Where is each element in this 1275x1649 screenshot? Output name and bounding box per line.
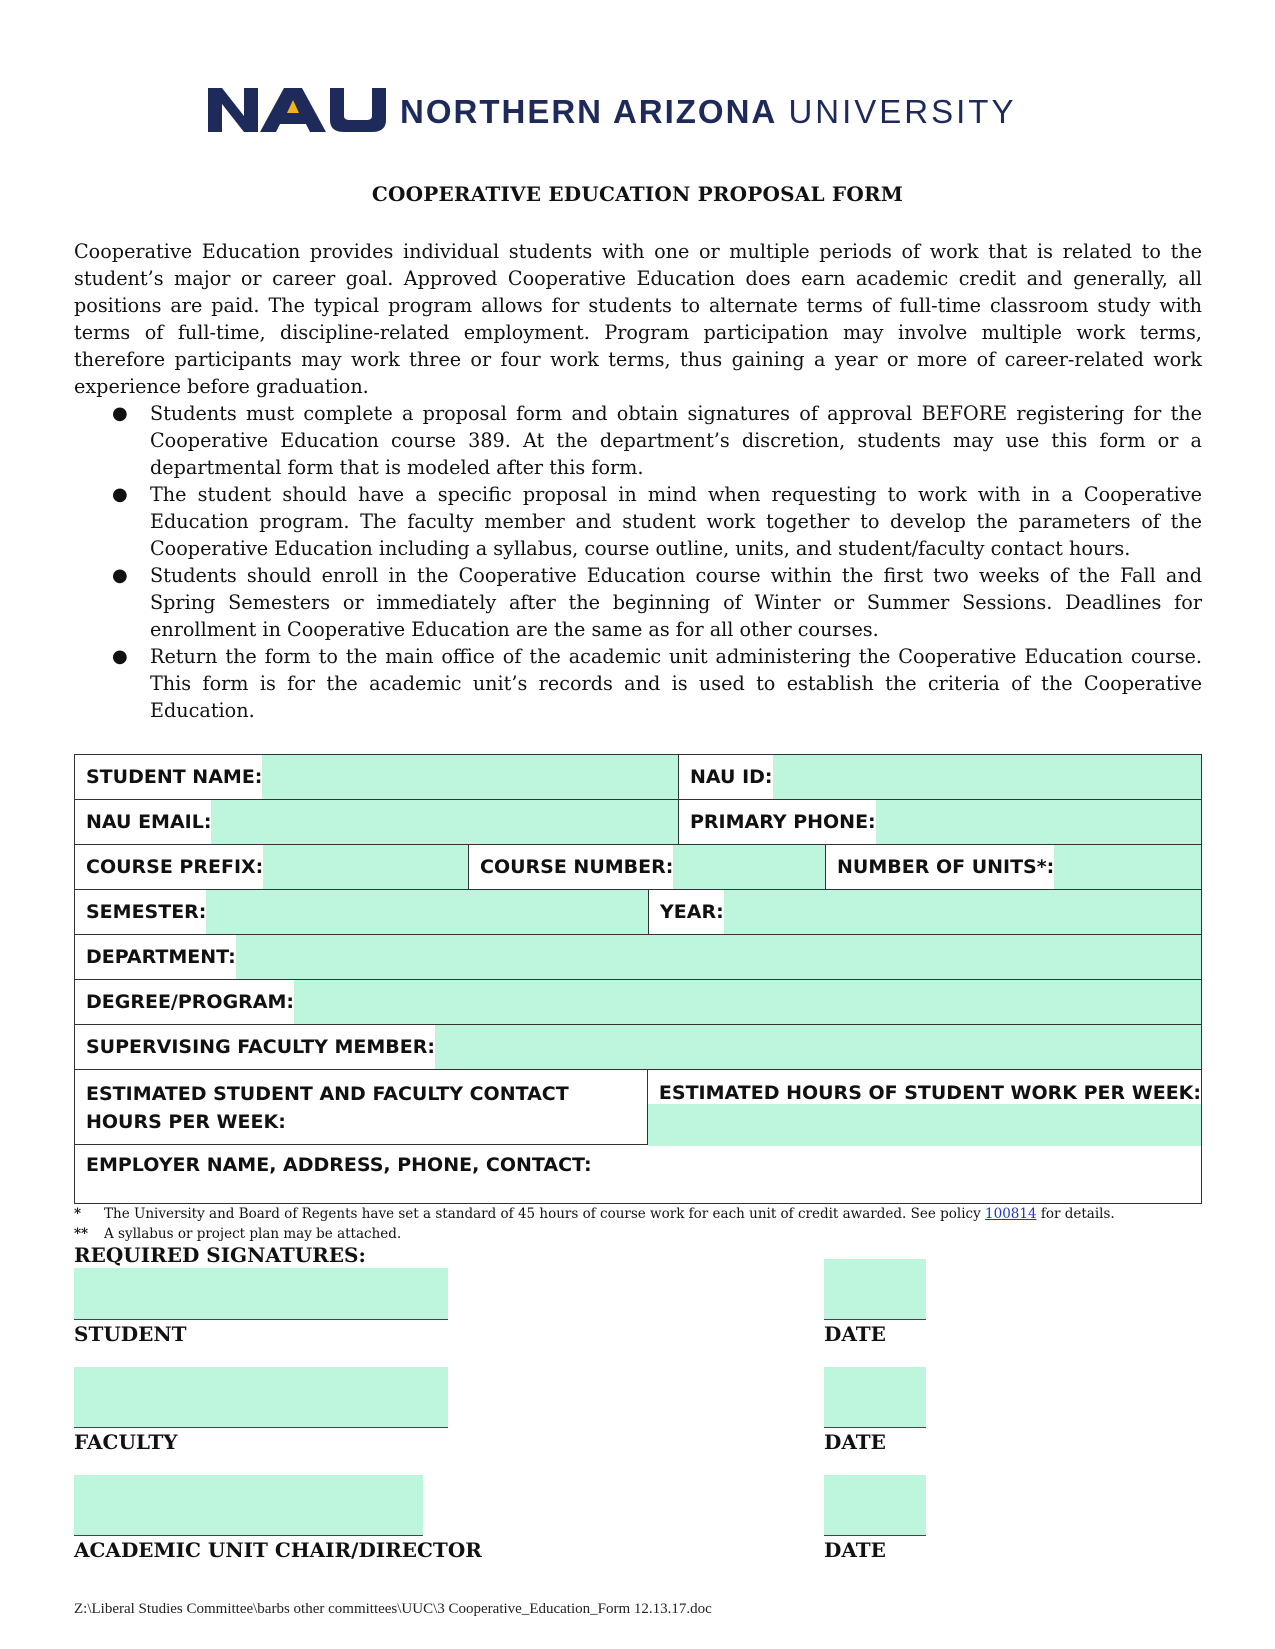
work-hours-label: ESTIMATED HOURS OF STUDENT WORK PER WEEK: (658, 1082, 1201, 1104)
number-of-units-cell (826, 845, 1201, 889)
logo-wordmark (400, 90, 1016, 134)
supervising-faculty-cell (75, 1025, 1201, 1069)
number-of-units-label: NUMBER OF UNITS*: (837, 856, 1055, 878)
course-number-cell (469, 845, 826, 889)
bullet-icon: ● (112, 484, 128, 505)
degree-program-label: DEGREE/PROGRAM: (86, 991, 295, 1013)
intro-section (74, 238, 1202, 724)
faculty-date-field[interactable] (824, 1367, 926, 1428)
bullet-icon: ● (112, 403, 128, 424)
list-item (112, 562, 1202, 643)
student-date-label: DATE (824, 1322, 886, 1346)
student-signature-field[interactable] (74, 1268, 448, 1320)
bullet-text: Return the form to the main office of the academic unit administering the Cooperative Education course. This form is for the academic unit’s records and is used to establish the criteria of the Cooperative Education. (150, 645, 1202, 722)
employer-label: EMPLOYER NAME, ADDRESS, PHONE, CONTACT: (86, 1154, 592, 1176)
footnote-2-mark: ** (74, 1226, 89, 1242)
form-row-course (75, 845, 1201, 890)
footnote-2 (74, 1224, 1234, 1244)
contact-hours-label: ESTIMATED STUDENT AND FACULTY CONTACT HOURS PER WEEK: (86, 1083, 569, 1133)
footnote-1 (74, 1204, 1234, 1224)
semester-label: SEMESTER: (86, 901, 207, 923)
form-row-department (75, 935, 1201, 980)
bullet-text: Students must complete a proposal form and obtain signatures of approval BEFORE registering for the Cooperative Education course 389. At the department’s discretion, students may use this form or a departmental form that is modeled after this form. (150, 402, 1202, 479)
signatures-heading: REQUIRED SIGNATURES: (74, 1243, 366, 1267)
list-item (112, 643, 1202, 724)
supervising-faculty-label: SUPERVISING FACULTY MEMBER: (86, 1036, 435, 1058)
chair-date-label: DATE (824, 1538, 886, 1562)
policy-link[interactable]: 100814 (985, 1206, 1037, 1222)
list-item (112, 481, 1202, 562)
course-number-field[interactable] (673, 845, 825, 889)
faculty-date-label: DATE (824, 1430, 886, 1454)
chair-signature-label: ACADEMIC UNIT CHAIR/DIRECTOR (74, 1538, 482, 1562)
student-date-field[interactable] (824, 1259, 926, 1320)
number-of-units-field[interactable] (1054, 845, 1201, 889)
bullet-icon: ● (112, 646, 128, 667)
bullet-text: The student should have a specific proposal in mind when requesting to work with in a Cooperative Education program. The faculty member and student work together to develop the parameters of the Cooperative Education including a syllabus, course outline, units, and student/faculty contact hours. (150, 483, 1202, 560)
form-row-hours (75, 1070, 1201, 1145)
intro-paragraph: Cooperative Education provides individual students with one or multiple periods of work that is related to the student’s major or career goal. Approved Cooperative Education does earn academic credit and generally, all positions are paid. The typical program allows for students to alternate terms of full-time classroom study with terms of full-time, discipline-related employment. Program participation may involve multiple work terms, therefore participants may work three or four work terms, thus gaining a year or more of career-related work experience before graduation. (74, 240, 1202, 398)
department-field[interactable] (236, 935, 1201, 979)
form-row-faculty (75, 1025, 1201, 1070)
nau-id-cell (679, 755, 1201, 799)
form-row-employer (75, 1145, 1201, 1203)
bullet-text: Students should enroll in the Cooperative Education course within the first two weeks of the Fall and Spring Semesters or immediately after the beginning of Winter or Summer Sessions. Deadlines for enrollment in Cooperative Education are the same as for all other courses. (150, 564, 1202, 641)
course-prefix-label: COURSE PREFIX: (86, 856, 264, 878)
logo-wordmark-bold: NORTHERN ARIZONA (400, 93, 778, 130)
semester-field[interactable] (206, 890, 648, 934)
primary-phone-label: PRIMARY PHONE: (690, 811, 876, 833)
degree-program-cell (75, 980, 1201, 1024)
work-hours-field[interactable] (648, 1104, 1201, 1146)
page-title: COOPERATIVE EDUCATION PROPOSAL FORM (371, 182, 904, 206)
year-label: YEAR: (660, 901, 724, 923)
nau-logo-mark-icon (208, 86, 388, 134)
course-number-label: COURSE NUMBER: (480, 856, 674, 878)
footnote-1-before: The University and Board of Regents have set a standard of 45 hours of course work for each unit of credit awarded. See policy (104, 1206, 986, 1222)
nau-id-label: NAU ID: (690, 766, 773, 788)
logo-wordmark-light: UNIVERSITY (788, 93, 1017, 130)
footnote-2-text: A syllabus or project plan may be attached. (104, 1226, 402, 1242)
bullet-icon: ● (112, 565, 128, 586)
proposal-form-table (74, 754, 1202, 1204)
chair-signature-field[interactable] (74, 1475, 423, 1536)
primary-phone-field[interactable] (876, 800, 1201, 844)
nau-email-field[interactable] (211, 800, 678, 844)
year-cell (649, 890, 1201, 934)
degree-program-field[interactable] (294, 980, 1201, 1024)
contact-hours-cell[interactable] (75, 1070, 648, 1144)
intro-bullet-list (74, 400, 1202, 724)
semester-cell (75, 890, 649, 934)
footnote-1-after: for details. (1036, 1206, 1115, 1222)
course-prefix-cell (75, 845, 469, 889)
form-footnotes (74, 1204, 1234, 1244)
form-row-student (75, 755, 1201, 800)
faculty-signature-field[interactable] (74, 1367, 448, 1428)
nau-email-cell (75, 800, 679, 844)
supervising-faculty-field[interactable] (435, 1025, 1201, 1069)
student-name-label: STUDENT NAME: (86, 766, 263, 788)
student-name-cell (75, 755, 679, 799)
faculty-signature-label: FACULTY (74, 1430, 178, 1454)
employer-cell[interactable] (75, 1145, 1201, 1203)
nau-id-field[interactable] (773, 755, 1201, 799)
footnote-1-mark: * (74, 1206, 82, 1222)
document-file-path: Z:\Liberal Studies Committee\barbs other committees\UUC\3 Cooperative_Education_Form 12.13.17.doc (74, 1601, 712, 1617)
work-hours-cell (648, 1070, 1201, 1144)
chair-date-field[interactable] (824, 1475, 926, 1536)
year-field[interactable] (724, 890, 1201, 934)
course-prefix-field[interactable] (263, 845, 468, 889)
form-row-degree (75, 980, 1201, 1025)
student-signature-label: STUDENT (74, 1322, 187, 1346)
nau-email-label: NAU EMAIL: (86, 811, 212, 833)
department-label: DEPARTMENT: (86, 946, 236, 968)
university-logo (208, 86, 1078, 138)
primary-phone-cell (679, 800, 1201, 844)
footnote-1-text (104, 1204, 1115, 1224)
department-cell (75, 935, 1201, 979)
student-name-field[interactable] (262, 755, 678, 799)
form-row-term (75, 890, 1201, 935)
form-row-contact (75, 800, 1201, 845)
list-item (112, 400, 1202, 481)
